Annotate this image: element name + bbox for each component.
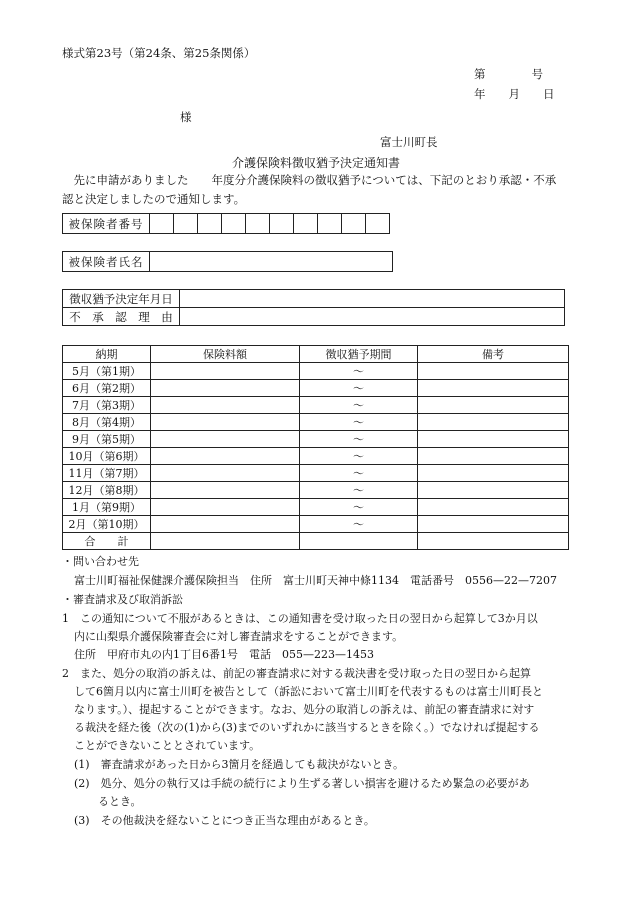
amount-cell[interactable] [151,431,300,448]
remarks-cell[interactable] [418,448,569,465]
amount-cell[interactable] [151,482,300,499]
total-deferral-cell[interactable] [300,533,418,550]
contact-heading: ・問い合わせ先 [62,555,139,568]
period-cell: 11月（第7期） [63,465,151,482]
amount-cell[interactable] [151,380,300,397]
decision-table [62,289,565,326]
remarks-cell[interactable] [418,482,569,499]
amount-cell[interactable] [151,499,300,516]
deferral-cell[interactable]: ～ [300,414,418,431]
insured-number-table [62,213,390,234]
insured-name-value[interactable] [150,252,393,272]
form-number: 様式第23号（第24条、第25条関係） [62,46,256,60]
table-row [63,380,569,397]
recipient-suffix: 様 [180,110,192,124]
insured-number-digit[interactable] [150,214,174,234]
remarks-cell[interactable] [418,380,569,397]
remarks-cell[interactable] [418,414,569,431]
insured-number-digit[interactable] [222,214,246,234]
paragraph-1-line-1: 1 この通知について不服があるときは、この通知書を受け取った日の翌日から起算して3か月以 [62,612,538,625]
total-remarks-cell[interactable] [418,533,569,550]
amount-cell[interactable] [151,465,300,482]
table-row [63,499,569,516]
period-cell: 6月（第2期） [63,380,151,397]
table-row [63,431,569,448]
paragraph-2-line-2: して6箇月以内に富士川町を被告として（訴訟において富士川町を代表するものは富士川町長と [74,685,543,698]
period-cell: 12月（第8期） [63,482,151,499]
table-row [63,482,569,499]
period-cell: 5月（第1期） [63,363,151,380]
rejection-reason-value[interactable] [180,308,565,326]
remarks-cell[interactable] [418,516,569,533]
deferral-cell[interactable]: ～ [300,448,418,465]
issuer: 富士川町長 [380,135,438,149]
review-board-address: 住所 甲府市丸の内1丁目6番1号 電話 055—223—1453 [74,648,374,661]
remarks-cell[interactable] [418,363,569,380]
insured-number-digit[interactable] [174,214,198,234]
remarks-cell[interactable] [418,465,569,482]
period-cell: 8月（第4期） [63,414,151,431]
insured-number-digit[interactable] [318,214,342,234]
total-row [63,533,569,550]
decision-date-value[interactable] [180,290,565,308]
column-header-amount: 保険料額 [151,346,300,363]
total-amount-cell[interactable] [151,533,300,550]
payment-schedule-table [62,345,569,550]
deferral-cell[interactable]: ～ [300,516,418,533]
paragraph-2-line-4: る裁決を経た後（次の(1)から(3)までのいずれかに該当するときを除く。）でなければ提起する [74,721,540,734]
amount-cell[interactable] [151,363,300,380]
period-cell: 10月（第6期） [63,448,151,465]
column-header-period: 納期 [63,346,151,363]
period-cell: 2月（第10期） [63,516,151,533]
insured-number-digit[interactable] [270,214,294,234]
period-cell: 9月（第5期） [63,431,151,448]
issue-date: 年 月 日 [474,87,555,101]
amount-cell[interactable] [151,397,300,414]
insured-name-table [62,251,393,272]
document-title: 介護保険料徴収猶予決定通知書 [232,156,401,170]
paragraph-2-line-5: ことができないこととされています。 [74,739,261,752]
table-row [63,363,569,380]
item-2-line-1: (2) 処分、処分の執行又は手続の続行により生ずる著しい損害を避けるため緊急の必要があ [74,777,530,790]
deferral-cell[interactable]: ～ [300,397,418,414]
rejection-reason-label: 不 承 認 理 由 [63,308,180,326]
insured-number-label: 被保険者番号 [63,214,150,234]
remarks-cell[interactable] [418,397,569,414]
item-3: (3) その他裁決を経ないことにつき正当な理由があるとき。 [74,814,375,827]
body-line-2: 認と決定しましたので通知します。 [62,192,246,206]
table-row [63,516,569,533]
deferral-cell[interactable]: ～ [300,499,418,516]
period-cell: 7月（第3期） [63,397,151,414]
item-2-line-2: るとき。 [98,795,142,808]
contact-detail: 富士川町福祉保健課介護保険担当 住所 富士川町天神中條1134 電話番号 0556—22—7207 [74,574,557,587]
amount-cell[interactable] [151,448,300,465]
column-header-remarks: 備考 [418,346,569,363]
remarks-cell[interactable] [418,431,569,448]
decision-date-label: 徴収猶予決定年月日 [63,290,180,308]
insured-number-digit[interactable] [366,214,390,234]
appeal-heading: ・審査請求及び取消訴訟 [62,593,183,606]
insured-number-digit[interactable] [198,214,222,234]
deferral-cell[interactable]: ～ [300,431,418,448]
column-header-deferral: 徴収猶予期間 [300,346,418,363]
table-row [63,448,569,465]
table-row [63,465,569,482]
total-label: 合 計 [63,533,151,550]
insured-number-digit[interactable] [294,214,318,234]
insured-number-digit[interactable] [342,214,366,234]
paragraph-2-line-1: 2 また、処分の取消の訴えは、前記の審査請求に対する裁決書を受け取った日の翌日から起算 [62,667,531,680]
body-line-1: 先に申請がありました 年度分介護保険料の徴収猶予については、下記のとおり承認・不承 [62,173,557,187]
deferral-cell[interactable]: ～ [300,363,418,380]
remarks-cell[interactable] [418,499,569,516]
amount-cell[interactable] [151,516,300,533]
item-1: (1) 審査請求があった日から3箇月を経過しても裁決がないとき。 [74,758,405,771]
paragraph-1-line-2: 内に山梨県介護保険審査会に対し審査請求をすることができます。 [74,630,404,643]
insured-number-digit[interactable] [246,214,270,234]
deferral-cell[interactable]: ～ [300,482,418,499]
period-cell: 1月（第9期） [63,499,151,516]
deferral-cell[interactable]: ～ [300,380,418,397]
document-number: 第 号 [474,67,543,81]
table-row [63,414,569,431]
amount-cell[interactable] [151,414,300,431]
insured-name-label: 被保険者氏名 [63,252,150,272]
deferral-cell[interactable]: ～ [300,465,418,482]
table-row [63,397,569,414]
paragraph-2-line-3: なります。）、提起することができます。なお、処分の取消しの訴えは、前記の審査請求に対す [74,703,535,716]
